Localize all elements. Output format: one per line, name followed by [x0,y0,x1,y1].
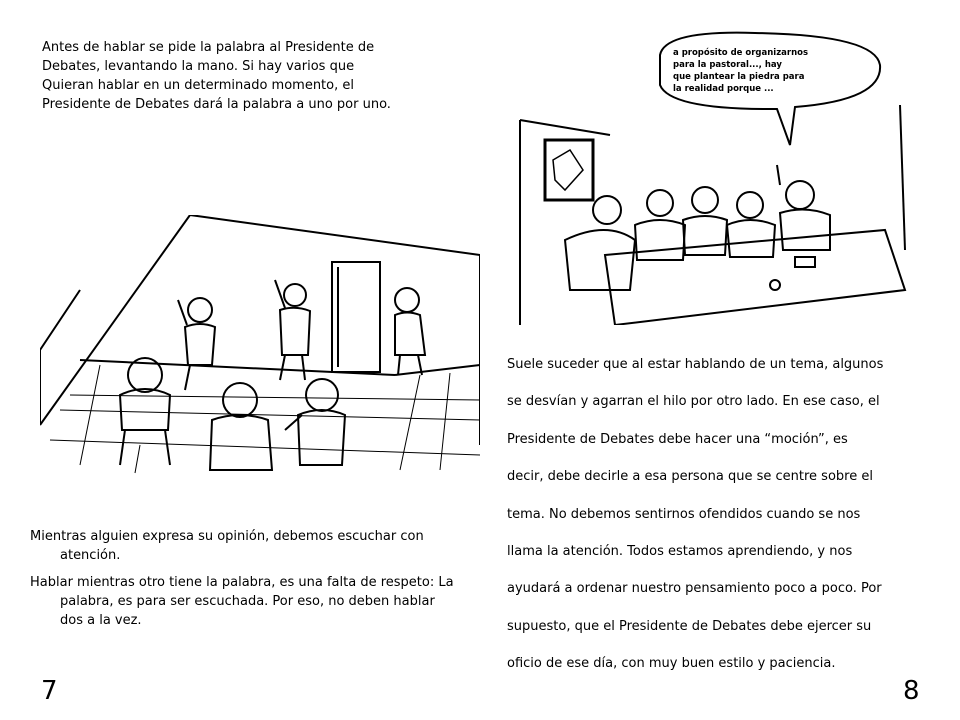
table-meeting-illustration [495,25,915,325]
right-paragraph [507,346,937,683]
right-paragraph-line: se desvían y agarran el hilo por otro lado. En ese caso, el [507,394,880,410]
page-number-left: 7 [41,676,58,706]
speech-bubble-line: a propósito de organizarnos [673,48,809,58]
top-paragraph-line: Quieran hablar en un determinado momento, el [42,78,354,93]
page-number-right: 8 [903,676,920,706]
right-paragraph-line: decir, debe decirle a esa persona que se centre sobre el [507,469,873,485]
right-paragraph-line: Presidente de Debates debe hacer una “moción”, es [507,431,848,447]
right-paragraph-line: tema. No debemos sentirnos ofendidos cuando se nos [507,506,861,522]
top-paragraph-line: Antes de hablar se pide la palabra al Presidente de [42,40,375,55]
top-paragraph-line: Debates, levantando la mano. Si hay varios que [42,59,355,74]
right-paragraph-line: ayudará a ordenar nuestro pensamiento poco a poco. Por [507,581,882,597]
listening-paragraph: Mientras alguien expresa su opinión, debemos escuchar con atención. [30,529,424,563]
bottom-left-text [30,527,460,638]
right-paragraph-line: llama la atención. Todos estamos aprendiendo, y nos [507,544,853,560]
speech-bubble-line: que plantear la piedra para [673,72,805,82]
respect-paragraph: Hablar mientras otro tiene la palabra, es una falta de respeto: La palabra, es para ser escuchada. Por eso, no deben hablar dos a la vez. [30,575,454,628]
right-paragraph-line: Suele suceder que al estar hablando de un tema, algunos [507,357,884,372]
speech-bubble-line: la realidad porque ... [673,84,774,94]
top-paragraph [42,38,442,114]
speech-bubble-line: para la pastoral..., hay [673,60,782,70]
right-paragraph-line: supuesto, que el Presidente de Debates debe ejercer su [507,618,872,634]
right-paragraph-line: oficio de ese día, con muy buen estilo y paciencia. [507,656,836,672]
top-paragraph-line: Presidente de Debates dará la palabra a uno por uno. [42,97,391,112]
room-meeting-illustration [40,215,480,480]
